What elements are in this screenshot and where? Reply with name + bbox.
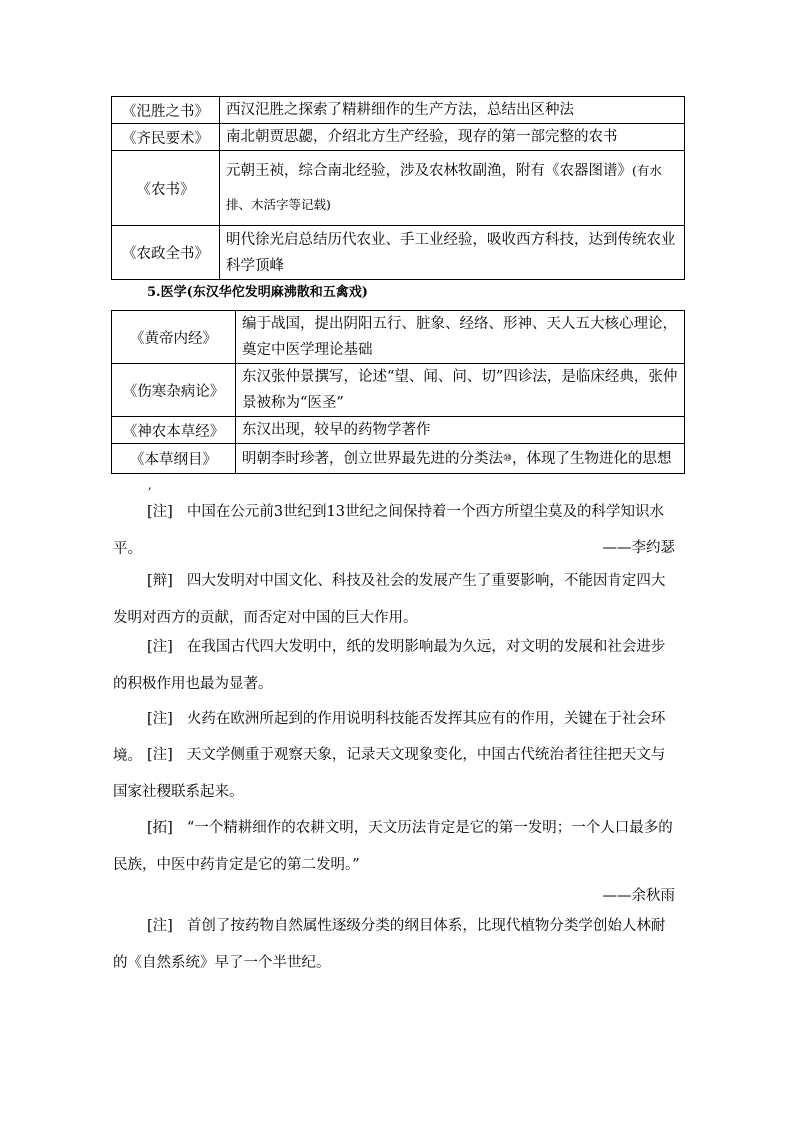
note-citation: ——李约瑟 — [602, 540, 675, 556]
note-text: “一个精耕细作的农耕文明，天文历法肯定是它的第一发明；一个人口最多的民族，中医中药肯定是它的第二发明。” — [113, 820, 673, 873]
note-tag: [注] — [147, 711, 173, 727]
note-tag: [注] — [147, 918, 173, 934]
book-title: 《农书》 — [112, 151, 220, 226]
book-title: 《氾胜之书》 — [112, 97, 220, 124]
note-tag: [注] — [147, 747, 173, 763]
table-row — [112, 124, 685, 151]
book-description: 东汉出现，较早的药物学著作 — [236, 417, 685, 444]
note-text: 首创了按药物自然属性逐级分类的纲目体系，比现代植物分类学创始人林耐的《自然系统》早了一个半世纪。 — [113, 918, 666, 971]
note-text: 中国在公元前3世纪到13世纪之间保持着一个西方所望尘莫及的科学知识水平。 — [113, 504, 665, 557]
note-tag: [注] — [147, 639, 173, 655]
book-description: 明朝李时珍著，创立世界最先进的分类法⑩，体现了生物进化的思想 — [236, 444, 685, 474]
book-description: 编于战国，提出阴阳五行、脏象、经络、形神、天人五大核心理论，奠定中医学理论基础 — [236, 311, 685, 364]
agriculture-books-table — [111, 96, 685, 280]
table-row — [112, 97, 685, 124]
table-row — [112, 364, 685, 417]
section-heading-medicine: 5.医学(东汉华佗发明麻沸散和五禽戏) — [147, 285, 368, 300]
note-tag: [注] — [147, 504, 173, 520]
note-paragraph — [113, 908, 675, 982]
book-description: 东汉张仲景撰写，论述“望、闻、问、切”四诊法，是临床经典，张仲景被称为“医圣” — [236, 364, 685, 417]
note-tag: [辩] — [147, 573, 173, 589]
book-title: 《齐民要术》 — [112, 124, 220, 151]
book-title: 《黄帝内经》 — [112, 311, 236, 364]
table-row — [112, 444, 685, 474]
note-paragraph — [113, 629, 675, 703]
note-text: 火药在欧洲所起到的作用说明科技能否发挥其应有的作用，关键在于社会环境。 — [113, 711, 666, 764]
note-paragraph — [113, 494, 675, 568]
book-title: 《伤寒杂病论》 — [112, 364, 236, 417]
book-description-note: (有水排、木活字等记载) — [226, 163, 662, 212]
book-description: 南北朝贾思勰，介绍北方生产经验，现存的第一部完整的农书 — [220, 124, 685, 151]
medicine-books-table — [111, 310, 685, 474]
book-title: 《本草纲目》 — [112, 444, 236, 474]
footnote-marker: ⑩ — [503, 452, 512, 464]
table-row — [112, 417, 685, 444]
book-description: 西汉氾胜之探索了精耕细作的生产方法，总结出区种法 — [220, 97, 685, 124]
book-title: 《农政全书》 — [112, 226, 220, 280]
book-description: 明代徐光启总结历代农业、手工业经验，吸收西方科技，达到传统农业科学顶峰 — [220, 226, 685, 280]
table-row — [112, 151, 685, 226]
book-description: 元朝王祯，综合南北经验，涉及农林牧副渔，附有《农器图谱》(有水排、木活字等记载) — [220, 151, 685, 226]
note-paragraph — [113, 810, 675, 884]
stray-comma: , — [148, 478, 152, 492]
note-paragraph — [113, 563, 675, 637]
table-row — [112, 226, 685, 280]
note-tag: [拓] — [147, 820, 173, 836]
note-citation: ——余秋雨 — [602, 888, 675, 904]
book-title: 《神农本草经》 — [112, 417, 236, 444]
note-text: 四大发明对中国文化、科技及社会的发展产生了重要影响，不能因肯定四大发明对西方的贡献，而否定对中国的巨大作用。 — [113, 573, 666, 626]
note-paragraph — [113, 737, 675, 811]
table-row — [112, 311, 685, 364]
note-text: 天文学侧重于观察天象，记录天文现象变化，中国古代统治者往往把天文与国家社稷联系起来。 — [113, 747, 666, 800]
note-text: 在我国古代四大发明中，纸的发明影响最为久远，对文明的发展和社会进步的积极作用也最为显著。 — [113, 639, 666, 692]
